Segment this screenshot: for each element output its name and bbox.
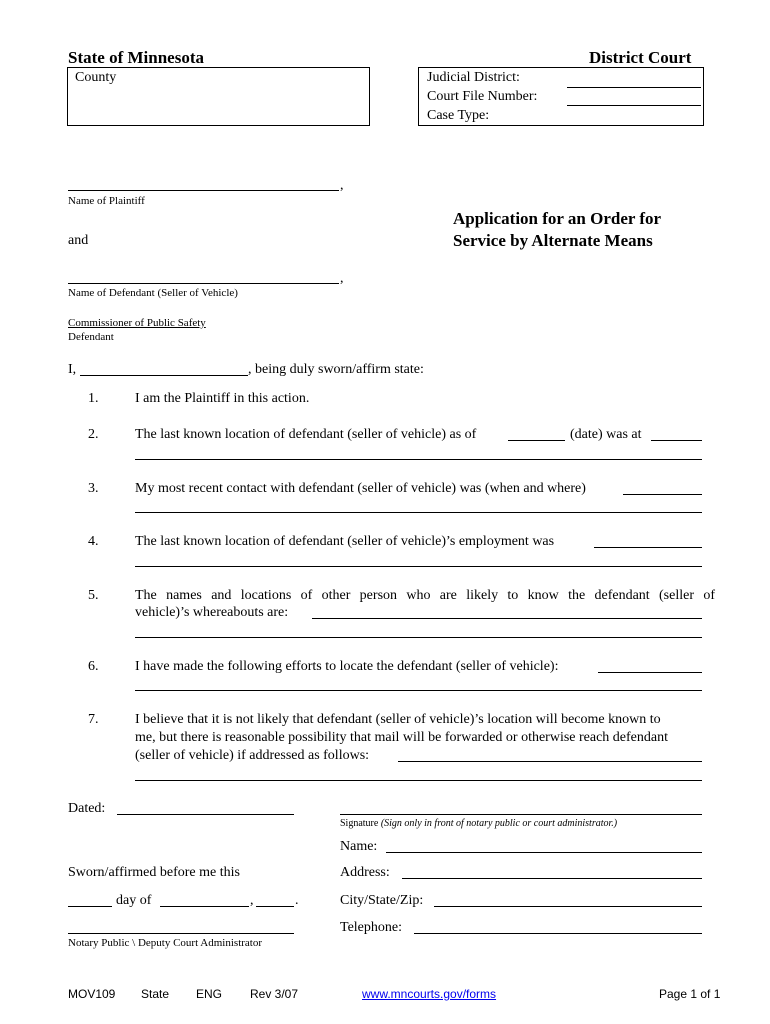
footer-form-id: MOV109 <box>68 987 116 1001</box>
item-3-text: My most recent contact with defendant (seller of vehicle) was (when and where) <box>135 481 586 496</box>
item-5-number: 5. <box>88 588 99 603</box>
city-state-zip-field[interactable] <box>434 906 702 907</box>
item-5-text-line2: vehicle)’s whereabouts are: <box>135 605 289 620</box>
day-of-comma: , <box>250 893 254 908</box>
item-2-number: 2. <box>88 427 99 442</box>
telephone-label: Telephone: <box>340 920 402 935</box>
item-2-location-field[interactable] <box>651 440 702 441</box>
signature-caption <box>340 818 617 829</box>
form-title-line2: Service by Alternate Means <box>453 231 653 250</box>
court-file-number-field[interactable] <box>567 105 701 106</box>
footer-rev: Rev 3/07 <box>250 987 299 1001</box>
name-field[interactable] <box>386 852 702 853</box>
item-5-line-2[interactable] <box>135 637 702 638</box>
dated-label: Dated: <box>68 801 106 816</box>
form-title-line1: Application for an Order for <box>453 209 662 228</box>
defendant-name-field[interactable] <box>68 283 339 284</box>
item-7-number: 7. <box>88 712 99 727</box>
county-label: County <box>75 70 117 85</box>
item-5-text-line1: The names and locations of other person who are likely to know the defendant (seller of <box>135 588 715 603</box>
court-file-number-label: Court File Number: <box>427 89 538 104</box>
footer-forms-link[interactable]: www.mncourts.gov/forms <box>362 987 497 1001</box>
state-title: State of Minnesota <box>68 48 204 67</box>
notary-year-field[interactable] <box>256 906 294 907</box>
item-1-text: I am the Plaintiff in this action. <box>135 391 310 406</box>
notary-month-field[interactable] <box>160 906 249 907</box>
item-2-line-2[interactable] <box>135 459 702 460</box>
footer-lang: ENG <box>196 987 223 1001</box>
footer-state: State <box>141 987 170 1001</box>
item-3-number: 3. <box>88 481 99 496</box>
item-6-line-2[interactable] <box>135 690 702 691</box>
court-title: District Court <box>589 48 692 67</box>
county-box <box>67 67 370 126</box>
item-6-field[interactable] <box>598 672 702 673</box>
item-3-field[interactable] <box>623 494 702 495</box>
address-field[interactable] <box>402 878 702 879</box>
notary-day-field[interactable] <box>68 906 112 907</box>
oath-prefix: I, <box>68 362 77 377</box>
item-7-field[interactable] <box>398 761 702 762</box>
defendant-label: Name of Defendant (Seller of Vehicle) <box>68 287 238 299</box>
commissioner-label: Commissioner of Public Safety <box>68 317 206 329</box>
item-4-line-2[interactable] <box>135 566 702 567</box>
item-7-text-line1: I believe that it is not likely that defendant (seller of vehicle)’s location will become known to <box>135 712 661 727</box>
item-6-text: I have made the following efforts to locate the defendant (seller of vehicle): <box>135 659 559 674</box>
item-5-field[interactable] <box>312 618 702 619</box>
plaintiff-label: Name of Plaintiff <box>68 195 145 207</box>
notary-label: Notary Public \ Deputy Court Administrator <box>68 937 263 949</box>
dated-field[interactable] <box>117 814 294 815</box>
signature-note: (Sign only in front of notary public or court administrator.) <box>380 818 618 829</box>
item-7-line-2[interactable] <box>135 780 702 781</box>
day-of-label: day of <box>116 893 152 908</box>
case-type-label: Case Type: <box>427 108 490 123</box>
judicial-district-field[interactable] <box>567 87 701 88</box>
item-4-number: 4. <box>88 534 99 549</box>
signature-field[interactable] <box>340 814 702 815</box>
sworn-label: Sworn/affirmed before me this <box>68 865 240 880</box>
item-7-text-line3: (seller of vehicle) if addressed as follows: <box>135 748 370 763</box>
city-state-zip-label: City/State/Zip: <box>340 893 424 908</box>
oath-suffix: , being duly sworn/affirm state: <box>248 362 424 377</box>
defendant-role-label: Defendant <box>68 331 114 343</box>
address-label: Address: <box>340 865 390 880</box>
item-2-text-b: (date) was at <box>570 427 642 442</box>
affiant-name-field[interactable] <box>80 375 248 376</box>
plaintiff-name-field[interactable] <box>68 190 339 191</box>
signature-label: Signature <box>340 818 379 829</box>
item-4-text: The last known location of defendant (seller of vehicle)’s employment was <box>135 534 555 549</box>
case-info-box <box>418 67 704 126</box>
plaintiff-comma: , <box>340 178 344 193</box>
item-7-text-line2: me, but there is reasonable possibility that mail will be forwarded or otherwise reach defendant <box>135 730 668 745</box>
telephone-field[interactable] <box>414 933 702 934</box>
notary-signature-field[interactable] <box>68 933 294 934</box>
defendant-comma: , <box>340 271 344 286</box>
item-3-line-2[interactable] <box>135 512 702 513</box>
item-6-number: 6. <box>88 659 99 674</box>
item-1-number: 1. <box>88 391 99 406</box>
item-4-field[interactable] <box>594 547 702 548</box>
judicial-district-label: Judicial District: <box>427 70 520 85</box>
and-label: and <box>68 233 89 248</box>
item-2-text-a: The last known location of defendant (seller of vehicle) as of <box>135 427 477 442</box>
name-label: Name: <box>340 839 378 854</box>
day-of-period: . <box>295 893 299 908</box>
footer-page: Page 1 of 1 <box>659 987 721 1001</box>
item-2-date-field[interactable] <box>508 440 565 441</box>
